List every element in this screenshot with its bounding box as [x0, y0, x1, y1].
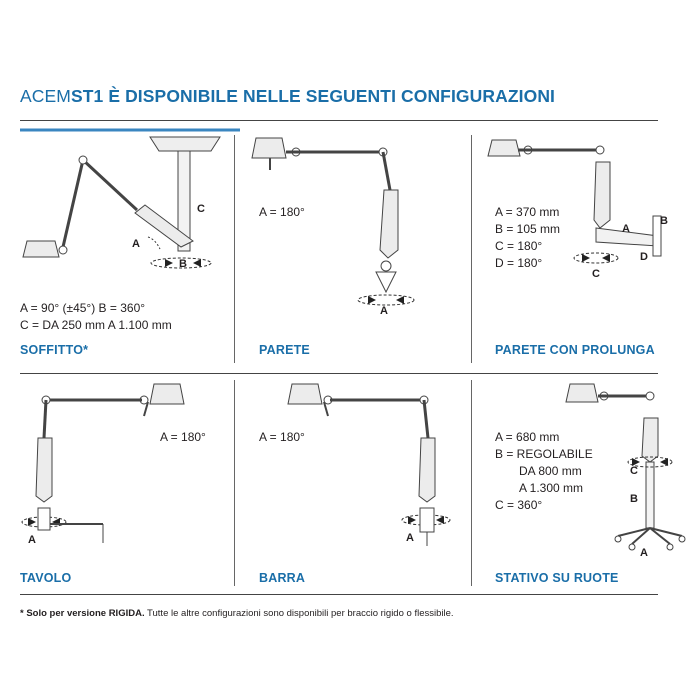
- spec-line: A = 680 mm: [495, 430, 560, 444]
- dim-label: B: [630, 493, 638, 505]
- spec-line: A = 180°: [259, 205, 305, 219]
- caption-bar: BARRA: [259, 571, 306, 585]
- spec-list: [20, 300, 172, 334]
- table-lamp-drawing: [18, 378, 228, 548]
- spec-list: [259, 429, 305, 446]
- caption-ceiling: SOFFITTO*: [20, 343, 89, 357]
- spec-line: A = 370 mm: [495, 205, 560, 219]
- caption-wall: PARETE: [259, 343, 310, 357]
- spec-line: C = DA 250 mm A 1.100 mm: [20, 318, 172, 332]
- ceiling-lamp-drawing: [15, 125, 245, 275]
- spec-line: B = 105 mm: [495, 222, 561, 236]
- footnote: * Solo per versione RIGIDA. Tutte le altre configurazioni sono disponibili per braccio rigido o flessibile.: [20, 608, 454, 619]
- spec-line: A = 180°: [259, 430, 305, 444]
- dim-label: B: [660, 215, 668, 227]
- dim-label: A: [622, 223, 630, 235]
- dim-label: C: [630, 465, 638, 477]
- dim-label: C: [197, 203, 205, 215]
- column-divider: [471, 135, 472, 363]
- spec-line: B = REGOLABILE: [495, 447, 593, 461]
- spec-list: [160, 429, 206, 446]
- caption-mobile-stand: STATIVO SU RUOTE: [495, 571, 619, 585]
- bar-lamp-drawing: [266, 378, 476, 548]
- column-divider: [234, 380, 235, 586]
- caption-wall-extension: PARETE CON PROLUNGA: [495, 343, 655, 357]
- caption-table: TAVOLO: [20, 571, 72, 585]
- spec-line: A 1.300 mm: [519, 481, 584, 495]
- spec-line: D = 180°: [495, 256, 543, 270]
- spec-list: [495, 204, 560, 272]
- spec-list: [495, 429, 593, 514]
- brand-name: ACEMST1: [20, 86, 104, 106]
- wall-lamp-drawing: [250, 130, 440, 315]
- dim-label: A: [380, 305, 388, 317]
- spec-line: DA 800 mm: [519, 464, 582, 478]
- mobile-stand-drawing: [600, 378, 700, 558]
- dim-label: A: [406, 532, 414, 544]
- top-divider: [20, 120, 658, 121]
- dim-label: A: [28, 534, 36, 546]
- spec-list: [259, 204, 305, 221]
- dim-label: A: [640, 547, 648, 559]
- spec-line: A = 180°: [160, 430, 206, 444]
- dim-label: D: [640, 251, 648, 263]
- bottom-divider: [20, 594, 658, 595]
- spec-line: C = 180°: [495, 239, 543, 253]
- middle-divider: [20, 373, 658, 374]
- dim-label: B: [179, 258, 187, 270]
- spec-line: A = 90° (±45°) B = 360°: [20, 301, 146, 315]
- page-title: ACEMST1 È DISPONIBILE NELLE SEGUENTI CONFIGURAZIONI: [20, 86, 556, 106]
- dim-label: A: [132, 238, 140, 250]
- dim-label: C: [592, 268, 600, 280]
- spec-line: C = 360°: [495, 498, 543, 512]
